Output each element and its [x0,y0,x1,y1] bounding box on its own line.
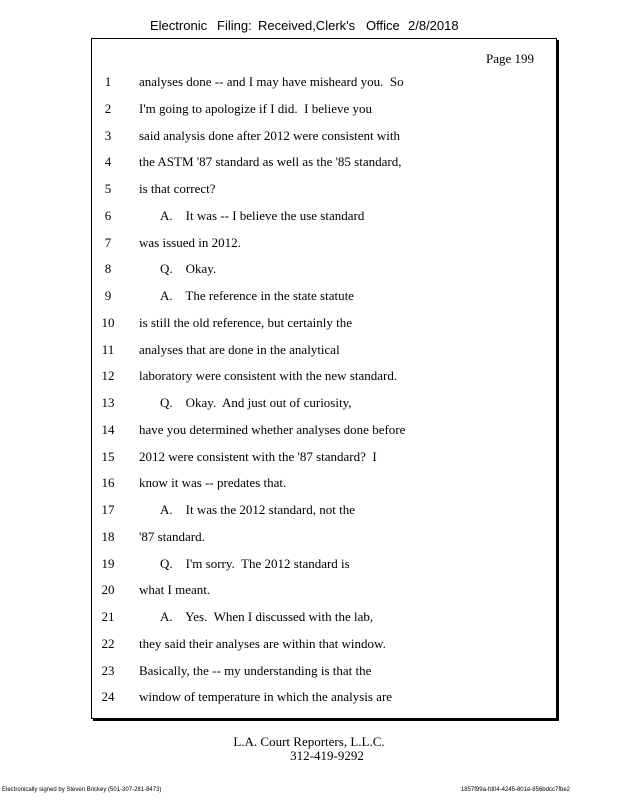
transcript-line [92,661,556,681]
line-text: the ASTM '87 standard as well as the '85 standard, [139,154,402,170]
transcript-line [92,233,556,253]
line-text: laboratory were consistent with the new standard. [139,368,398,384]
line-text: A. It was -- I believe the use standard [160,207,365,223]
transcript-line [92,473,556,493]
line-text: Basically, the -- my understanding is that the [139,662,372,678]
line-number: 10 [101,314,115,330]
line-text: was issued in 2012. [139,234,241,250]
transcript-line [92,366,556,386]
transcript-line [92,179,556,199]
line-text: said analysis done after 2012 were consistent with [139,127,401,143]
line-text: Q. I'm sorry. The 2012 standard is [160,555,350,571]
line-text: I'm going to apologize if I did. I believe you [139,100,373,116]
line-number: 9 [104,288,112,303]
transcript-line [92,286,556,306]
header-date: 2/8/2018 [408,18,459,33]
line-number: 21 [101,609,115,624]
line-text: window of temperature in which the analysis are [139,689,393,705]
line-number: 14 [101,421,115,437]
transcript-line [92,99,556,119]
line-number: 4 [104,154,112,170]
line-number: 3 [104,127,112,143]
header-filing: Filing: [217,18,252,33]
transcript-line [92,420,556,440]
line-number: 6 [104,207,112,223]
line-number: 16 [101,475,115,491]
line-text: A. It was the 2012 standard, not the [160,502,355,517]
line-text: analyses done -- and I may have misheard you. So [139,74,404,89]
footer-company: L.A. Court Reporters, L.L.C. [233,734,385,749]
line-number: 18 [101,528,115,544]
transcript-line [92,340,556,360]
line-number: 8 [104,261,112,277]
line-text: A. The reference in the state statute [160,288,354,303]
line-text: what I meant. [139,582,211,598]
line-text: is still the old reference, but certainly the [139,314,352,330]
electronic-signature: Electronically signed by Steven Brickey (501-307-281-8473) [2,787,162,793]
line-text: Q. Okay. [160,261,217,277]
line-number: 19 [101,555,115,571]
transcript-line [92,313,556,333]
line-text: '87 standard. [139,528,205,544]
transcript-line [92,554,556,574]
header-office: Office [366,18,400,33]
line-number: 20 [101,582,115,598]
transcript-line [92,393,556,413]
line-text: know it was -- predates that. [139,475,287,491]
transcript-line [92,72,556,92]
line-number: 13 [101,395,115,410]
transcript-line [92,687,556,707]
line-number: 5 [104,181,112,196]
line-number: 12 [101,368,115,384]
line-number: 24 [101,689,115,705]
transcript-line [92,634,556,654]
line-text: they said their analyses are within that window. [139,635,386,651]
document-id: 1857f99a-fd04-4245-801e-856bdcc7fbe2 [460,787,570,793]
line-text: analyses that are done in the analytical [139,341,340,357]
transcript-line [92,152,556,172]
line-text: 2012 were consistent with the '87 standard? I [139,448,377,464]
line-text: have you determined whether analyses done before [139,421,406,437]
page-number: Page 199 [485,51,534,66]
line-text: is that correct? [139,181,216,196]
line-number: 17 [101,502,115,517]
transcript-line [92,607,556,627]
line-number: 2 [104,100,112,116]
transcript-page [91,38,557,719]
transcript-line [92,206,556,226]
transcript-line [92,500,556,520]
line-number: 22 [101,635,115,651]
header-electronic: Electronic [150,18,208,33]
transcript-line [92,126,556,146]
header-received: Received,Clerk's [258,18,356,33]
line-text: Q. Okay. And just out of curiosity, [160,395,352,410]
line-number: 15 [101,448,115,464]
transcript-line [92,527,556,547]
line-number: 1 [104,74,112,89]
line-number: 11 [101,341,115,357]
transcript-line [92,580,556,600]
transcript-line [92,259,556,279]
line-number: 7 [104,234,112,250]
line-text: A. Yes. When I discussed with the lab, [160,609,374,624]
line-number: 23 [101,662,115,678]
transcript-line [92,447,556,467]
footer-phone: 312-419-9292 [290,748,364,763]
